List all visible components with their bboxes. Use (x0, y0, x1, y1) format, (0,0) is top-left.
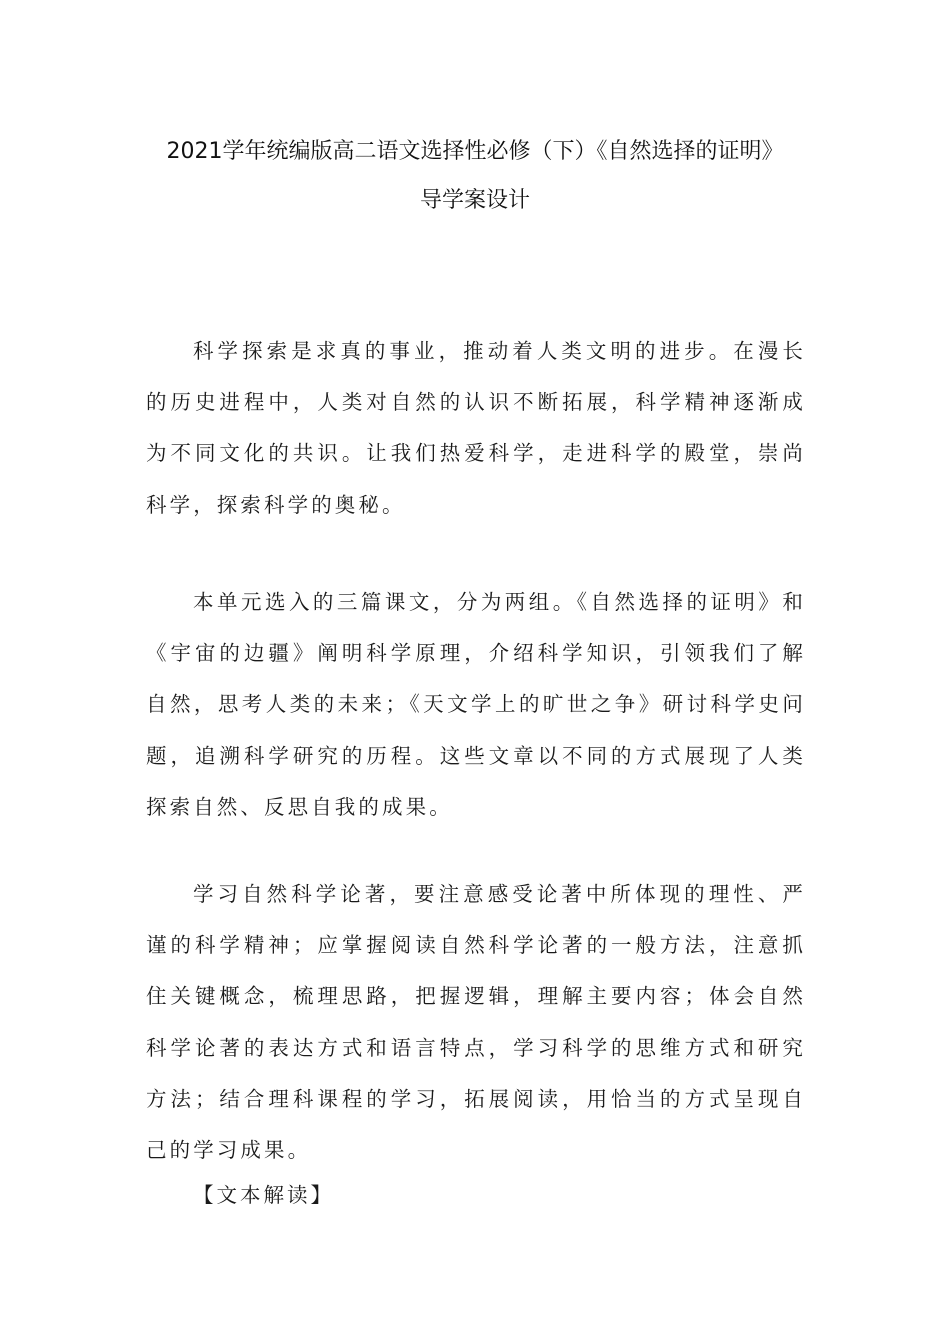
document-title-line-2: 导学案设计 (419, 188, 530, 213)
paragraph-intro: 科学探索是求真的事业，推动着人类文明的进步。在漫长的历史进程中，人类对自然的认识不断拓展，科学精神逐渐成为不同文化的共识。让我们热爱科学，走进科学的殿堂，崇尚科学，探索科学的奥秘。 (146, 339, 806, 517)
paragraph-unit-overview: 本单元选入的三篇课文，分为两组。《自然选择的证明》和《宇宙的边疆》阐明科学原理，介绍科学知识，引领我们了解自然，思考人类的未来；《天文学上的旷世之争》研讨科学史问题，追溯科学研究的历程。这些文章以不同的方式展现了人类探索自然、反思自我的成果。 (146, 590, 806, 819)
paragraph-learning-goals: 学习自然科学论著，要注意感受论著中所体现的理性、严谨的科学精神；应掌握阅读自然科学论著的一般方法，注意抓住关键概念，梳理思路，把握逻辑，理解主要内容；体会自然科学论著的表达方式和语言特点，学习科学的思维方式和研究方法；结合理科课程的学习，拓展阅读，用恰当的方式呈现自己的学习成果。 (146, 882, 806, 1163)
section-heading-text-reading: 【文本解读】 (193, 1183, 334, 1207)
document-title-line-1: 2021学年统编版高二语文选择性必修（下）《自然选择的证明》 (166, 139, 784, 164)
